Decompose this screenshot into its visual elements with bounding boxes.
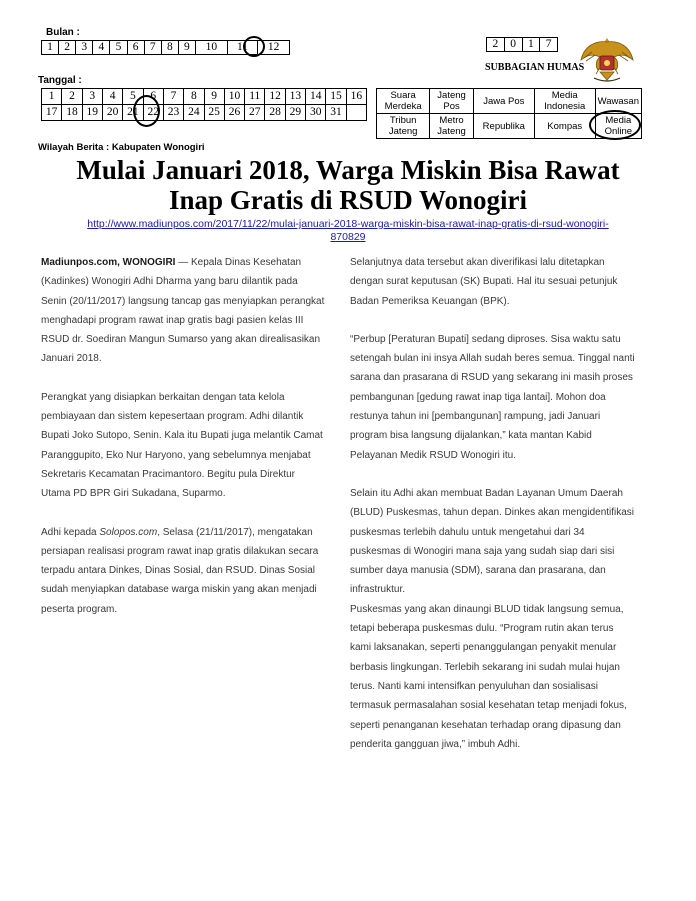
month-cell: 10 (195, 41, 227, 55)
date-cell: 7 (163, 89, 183, 105)
date-cell: 6 (143, 89, 163, 105)
article-title-line: Mulai Januari 2018, Warga Miskin Bisa Rawat (76, 155, 620, 185)
date-cell: 17 (42, 105, 62, 121)
date-cell: 20 (102, 105, 122, 121)
article-right-column (350, 253, 650, 754)
paragraph (41, 253, 344, 369)
date-cell: 18 (62, 105, 82, 121)
month-cell: 2 (59, 41, 76, 55)
date-cell: 2 (62, 89, 82, 105)
date-cell: 8 (184, 89, 204, 105)
date-cell: 4 (102, 89, 122, 105)
date-grid (41, 88, 367, 121)
tanggal-label: Tanggal : (38, 75, 82, 86)
subbagian-humas: SUBBAGIAN HUMAS (485, 62, 585, 73)
month-cell-selected: 11 (227, 41, 258, 55)
month-cell: 7 (144, 41, 161, 55)
date-cell: 28 (265, 105, 285, 121)
date-cell: 24 (184, 105, 204, 121)
media-cell: Suara Merdeka (377, 89, 430, 114)
date-cell: 19 (82, 105, 102, 121)
date-cell: 11 (245, 89, 265, 105)
paragraph: “Perbup [Peraturan Bupati] sedang diproses. Sisa waktu satu setengah bulan ini insya Allah sudah beres semua. Tinggal nanti sarana dan prasarana di RSUD yang sekarang ini masih proses pembangunan [gedung rawat inap tiga lantai]. Mohon doa restunya tahun ini [pembangunan] rampung, jadi Januari program bisa langsung dijalankan,” kata mantan Kabid Pelayanan Medik RSUD Wonogiri itu. (350, 333, 635, 461)
garuda-emblem-icon (578, 30, 636, 88)
year-grid (486, 37, 558, 52)
date-cell: 12 (265, 89, 285, 105)
date-selection-circle (133, 95, 160, 127)
date-cell: 23 (163, 105, 183, 121)
media-cell: Tribun Jateng (377, 114, 430, 139)
source-name: Solopos.com (99, 526, 158, 538)
bulan-label: Bulan : (46, 27, 80, 38)
date-cell: 29 (285, 105, 305, 121)
dateline: Madiunpos.com, WONOGIRI (41, 257, 176, 268)
date-cell: 9 (204, 89, 224, 105)
month-cell: 5 (110, 41, 127, 55)
article-left-column (41, 253, 344, 619)
media-cell-selected: Media Online (595, 114, 641, 139)
source-link-line[interactable]: 870829 (330, 231, 366, 243)
month-cell: 9 (178, 41, 195, 55)
date-cell (346, 105, 366, 121)
date-cell: 13 (285, 89, 305, 105)
paragraph: Selanjutnya data tersebut akan diverifikasi lalu ditetapkan dengan surat keputusan (SK) Bupati. Hal itu sesuai petunjuk Badan Pemeriksa Keuangan (BPK). (350, 257, 618, 307)
media-cell: Jawa Pos (473, 89, 534, 114)
date-cell: 25 (204, 105, 224, 121)
month-cell: 12 (258, 41, 290, 55)
article-title (30, 155, 666, 215)
paragraph: Puskesmas yang akan dinaungi BLUD tidak langsung semua, tetapi beberapa puskesmas dulu. “Program rutin akan terus kami laksanakan, seperti penanggulangan penyakit menular berbasis lingkungan. Terlebih sekarang ini sudah mulai hujan terus. Nanti kami intensifkan penyuluhan dan sosialisasi termasuk permasalahan sosial kesehatan tetap menjadi fokus, seperti penanganan kesehatan terhadap orang dipasung dan penderita gangguan jiwa,” imbuh Adhi. (350, 603, 627, 750)
date-cell: 5 (123, 89, 143, 105)
date-cell: 1 (42, 89, 62, 105)
source-link-line[interactable]: http://www.madiunpos.com/2017/11/22/mulai-januari-2018-warga-miskin-bisa-rawat-inap-gratis-di-rsud-wonogiri- (87, 218, 609, 230)
month-cell: 1 (42, 41, 59, 55)
paragraph (41, 523, 344, 619)
date-cell: 10 (224, 89, 244, 105)
month-cell: 4 (93, 41, 110, 55)
source-link[interactable] (30, 218, 666, 244)
month-cell: 3 (76, 41, 93, 55)
media-cell: Wawasan (595, 89, 641, 114)
article-title-line: Inap Gratis di RSUD Wonogiri (168, 185, 528, 215)
paragraph-text: — Kepala Dinas Kesehatan (Kadinkes) Wonogiri Adhi Dharma yang baru dilantik pada Senin (20/11/2017) langsung tancap gas menyiapkan perangkat menghadapi program rawat inap gratis bagi pasien kelas III RSUD dr. Soediran Mangun Sumarso yang akan direalisasikan Januari 2018. (41, 257, 325, 365)
month-selection-circle (243, 36, 265, 57)
paragraph-text: Adhi kepada (41, 526, 100, 538)
date-cell: 27 (245, 105, 265, 121)
date-cell: 21 (123, 105, 143, 121)
media-cell: Kompas (534, 114, 595, 139)
paragraph: Selain itu Adhi akan membuat Badan Layanan Umum Daerah (BLUD) Puskesmas, tahun depan. Dinkes akan mengidentifikasi puskesmas terlebih dahulu untuk mengetahui dari 34 puskesmas di Wonogiri mana saja yang sudah siap dari sisi sumber daya manusia (SDM), sarana dan prasarana, dan infrastruktur. (350, 487, 635, 596)
month-cell: 6 (127, 41, 144, 55)
paragraph: Perangkat yang disiapkan berkaitan dengan tata kelola pembiayaan dan sistem kepesertaan program. Adhi dilantik Bupati Joko Sutopo, Senin. Kala itu Bupati juga melantik Camat Paranggupito, Eko Nur Haryono, yang sebelumnya menjabat Sekretaris Kecamatan Pracimantoro. Begitu pula Direktur Utama PD BPR Giri Sukadana, Suparmo. (41, 391, 323, 500)
year-digit: 7 (540, 38, 558, 52)
date-cell: 15 (326, 89, 346, 105)
month-cell: 8 (161, 41, 178, 55)
media-cell: Jateng Pos (430, 89, 474, 114)
date-cell: 31 (326, 105, 346, 121)
media-selection-circle (589, 110, 641, 140)
date-cell: 30 (306, 105, 326, 121)
date-cell: 14 (306, 89, 326, 105)
date-cell: 26 (224, 105, 244, 121)
date-cell-selected: 22 (143, 105, 163, 121)
paragraph-text: , Selasa (21/11/2017), mengatakan persiapan realisasi program rawat inap gratis dilakukan secara terpadu antara Dinkes, Dinas Sosial, dan RSUD. Dinas Sosial sudah menyiapkan database warga miskin yang akan menjadi peserta program. (41, 526, 319, 615)
media-cell: Media Indonesia (534, 89, 595, 114)
year-digit: 0 (504, 38, 522, 52)
year-digit: 1 (522, 38, 540, 52)
media-cell: Metro Jateng (430, 114, 474, 139)
wilayah-berita: Wilayah Berita : Kabupaten Wonogiri (38, 142, 205, 153)
media-cell: Republika (473, 114, 534, 139)
date-cell: 3 (82, 89, 102, 105)
year-digit: 2 (487, 38, 505, 52)
date-cell: 16 (346, 89, 366, 105)
